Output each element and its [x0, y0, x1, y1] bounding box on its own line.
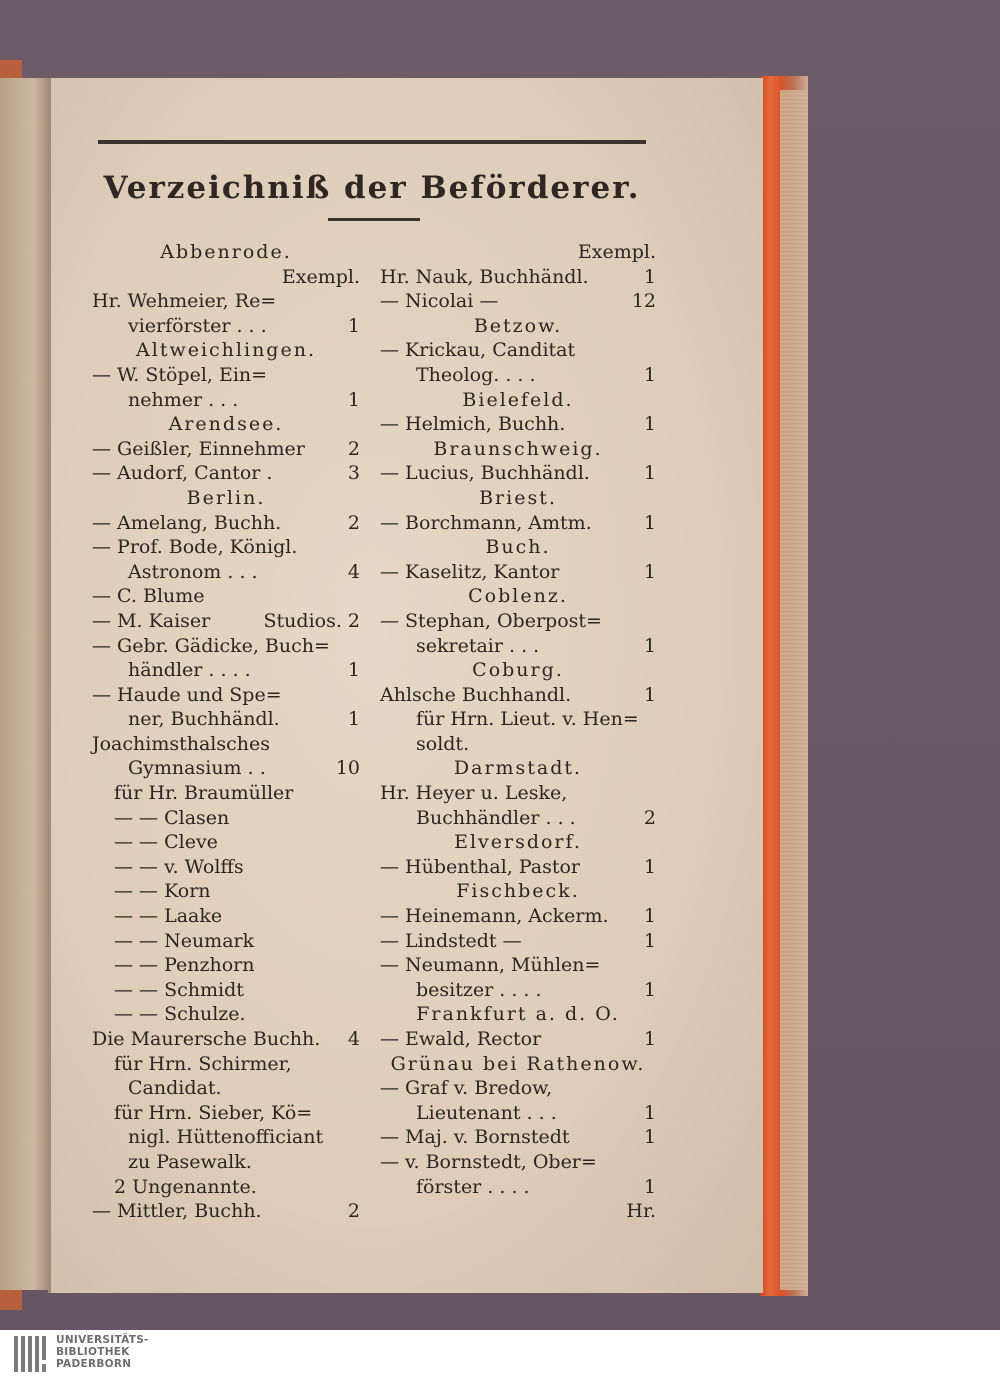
- page-title: Verzeichniß der Beförderer.: [103, 170, 641, 206]
- list-item: [380, 756, 656, 781]
- list-item: [380, 732, 656, 757]
- list-item: [92, 1002, 360, 1027]
- entry-text: händler . . . .: [128, 659, 251, 682]
- list-item: [92, 560, 360, 585]
- list-item: [92, 338, 360, 363]
- entry-text: sekretair . . .: [416, 634, 540, 657]
- list-item: [92, 634, 360, 659]
- copies-count: 2: [643, 806, 656, 829]
- list-item: [380, 1101, 656, 1126]
- copies-count: Exempl.: [281, 265, 360, 288]
- library-name-line-2: BIBLIOTHEK: [56, 1346, 130, 1358]
- entry-text: — Hübenthal, Pastor: [380, 855, 581, 878]
- entry-text: — — Cleve: [114, 831, 218, 854]
- list-item: [92, 1125, 360, 1150]
- entry-text: Astronom . . .: [128, 560, 258, 583]
- list-item: [380, 584, 656, 609]
- list-item: [380, 830, 656, 855]
- entry-text: Grünau bei Rathenow.: [390, 1052, 646, 1075]
- copies-count: 1: [643, 1175, 656, 1198]
- list-item: [380, 511, 656, 536]
- library-logo-icon: [12, 1334, 48, 1380]
- list-item: [380, 1125, 656, 1150]
- list-item: [92, 1150, 360, 1175]
- footer-bar: [0, 1330, 1000, 1382]
- list-item: [92, 388, 360, 413]
- copies-count: 1: [643, 363, 656, 386]
- entry-text: — — v. Wolffs: [114, 855, 244, 878]
- left-column: [92, 240, 360, 1224]
- entry-text: Gymnasium . .: [128, 757, 266, 780]
- library-name: [56, 1334, 149, 1370]
- list-item: [92, 879, 360, 904]
- entry-text: — Audorf, Cantor .: [92, 462, 273, 485]
- entry-text: — Lucius, Buchhändl.: [380, 462, 590, 485]
- copies-count: 12: [631, 290, 656, 313]
- entry-text: Arendsee.: [168, 413, 284, 436]
- list-item: [380, 265, 656, 290]
- list-item: [380, 978, 656, 1003]
- list-item: [92, 1199, 360, 1224]
- entry-text: für Hr. Braumüller: [114, 782, 294, 805]
- list-item: [92, 1101, 360, 1126]
- entry-text: — Heinemann, Ackerm.: [380, 905, 609, 928]
- entry-text: — — Neumark: [114, 929, 255, 952]
- list-item: [92, 683, 360, 708]
- copies-count: 10: [335, 757, 360, 780]
- list-item: [380, 1076, 656, 1101]
- entry-text: — — Penzhorn: [114, 954, 255, 977]
- entry-text: Die Maurersche Buchh.: [92, 1028, 321, 1050]
- copies-count: 1: [643, 978, 656, 1001]
- entry-text: Hr. Nauk, Buchhändl.: [380, 265, 589, 288]
- list-item: [92, 314, 360, 339]
- list-item: [380, 806, 656, 831]
- copies-count: 4: [347, 1028, 360, 1050]
- list-item: [380, 338, 656, 363]
- entry-text: Hr. Wehmeier, Re=: [92, 290, 277, 313]
- entry-text: — — Laake: [114, 905, 223, 928]
- entry-text: — — Schmidt: [114, 978, 244, 1001]
- list-item: [380, 707, 656, 732]
- entry-text: Darmstadt.: [453, 757, 583, 780]
- list-item: [92, 781, 360, 806]
- list-item: [92, 486, 360, 511]
- list-item: [92, 1076, 360, 1101]
- entry-text: — Amelang, Buchh.: [92, 511, 282, 534]
- entry-text: förster . . . .: [416, 1175, 530, 1198]
- list-item: [380, 658, 656, 683]
- entry-text: — Helmich, Buchh.: [380, 413, 566, 436]
- entry-text: — Stephan, Oberpost=: [380, 609, 602, 632]
- entry-text: soldt.: [416, 732, 470, 755]
- list-item: [92, 658, 360, 683]
- entry-text: — Nicolai —: [380, 290, 499, 313]
- list-item: [380, 609, 656, 634]
- entry-text: — Neumann, Mühlen=: [380, 954, 601, 977]
- entry-text: Elversdorf.: [454, 831, 582, 854]
- list-item: [92, 437, 360, 462]
- entry-text: — Ewald, Rector: [380, 1028, 542, 1050]
- copies-count: 3: [347, 462, 360, 485]
- list-item: [92, 953, 360, 978]
- copies-count: 1: [643, 929, 656, 952]
- copies-count: 1: [643, 462, 656, 485]
- entry-text: — Kaselitz, Kantor: [380, 560, 560, 583]
- copies-count: 1: [643, 1126, 656, 1149]
- copies-count: 1: [643, 265, 656, 288]
- library-name-line-3: PADERBORN: [56, 1358, 132, 1370]
- entry-text: ner, Buchhändl.: [128, 708, 280, 731]
- list-item: [380, 1027, 656, 1052]
- entry-text: — Maj. v. Bornstedt: [380, 1126, 570, 1149]
- list-item: [92, 1175, 360, 1200]
- list-item: [92, 756, 360, 781]
- top-rule: [98, 140, 646, 144]
- list-item: [92, 806, 360, 831]
- list-item: [380, 486, 656, 511]
- list-item: [92, 535, 360, 560]
- entry-text: für Hrn. Schirmer,: [114, 1052, 292, 1075]
- list-item: [92, 265, 360, 290]
- list-item: [92, 978, 360, 1003]
- entry-text: Coblenz.: [468, 585, 568, 608]
- copies-count: 4: [347, 560, 360, 583]
- entry-text: besitzer . . . .: [416, 978, 542, 1001]
- entry-text: — — Schulze.: [114, 1003, 246, 1026]
- entry-text: Candidat.: [128, 1077, 222, 1100]
- entry-text: — Haude und Spe=: [92, 683, 282, 706]
- entry-text: — v. Bornstedt, Ober=: [380, 1150, 597, 1173]
- list-item: [380, 879, 656, 904]
- list-item: [92, 461, 360, 486]
- list-item: [92, 412, 360, 437]
- copies-count: 1: [643, 634, 656, 657]
- list-item: [380, 289, 656, 314]
- copies-count: 2: [347, 511, 360, 534]
- list-item: [92, 1052, 360, 1077]
- list-item: [92, 584, 360, 609]
- list-item: [380, 412, 656, 437]
- copies-count: 1: [643, 1101, 656, 1124]
- list-item: [92, 240, 360, 265]
- list-item: [92, 1027, 360, 1052]
- entry-text: Coburg.: [472, 659, 564, 682]
- list-item: [380, 634, 656, 659]
- copies-count: 1: [643, 511, 656, 534]
- title-underline: [328, 218, 420, 221]
- entry-text: Frankfurt a. d. O.: [416, 1003, 620, 1026]
- list-item: [380, 560, 656, 585]
- entry-text: — Mittler, Buchh.: [92, 1200, 262, 1223]
- list-item: [92, 732, 360, 757]
- entry-text: — Lindstedt —: [380, 929, 522, 952]
- page-edge-leaves: [780, 90, 808, 1290]
- list-item: [92, 929, 360, 954]
- copies-count: 1: [347, 659, 360, 682]
- list-item: [380, 240, 656, 265]
- entry-text: — Krickau, Canditat: [380, 339, 576, 362]
- copies-count: Exempl.: [577, 241, 656, 263]
- entry-text: Briest.: [479, 486, 557, 509]
- entry-text: Braunschweig.: [433, 437, 603, 460]
- list-item: [380, 904, 656, 929]
- list-item: [380, 953, 656, 978]
- entry-text: — M. Kaiser: [92, 609, 211, 632]
- list-item: [380, 1002, 656, 1027]
- copies-count: 1: [643, 560, 656, 583]
- list-item: [380, 388, 656, 413]
- entry-text: für Hrn. Sieber, Kö=: [114, 1101, 313, 1124]
- list-item: [92, 855, 360, 880]
- list-item: [92, 289, 360, 314]
- copies-count: 1: [643, 413, 656, 436]
- entry-text: Lieutenant . . .: [416, 1101, 557, 1124]
- entry-text: Hr. Heyer u. Leske,: [380, 782, 568, 805]
- entry-text: — C. Blume: [92, 585, 205, 608]
- entry-text: nigl. Hüttenofficiant: [128, 1126, 324, 1149]
- entry-text: — — Korn: [114, 880, 211, 903]
- entry-text: Berlin.: [186, 486, 266, 509]
- entry-text: Theolog. . . .: [416, 363, 536, 386]
- entry-text: — Borchmann, Amtm.: [380, 511, 592, 534]
- right-column: [380, 240, 656, 1224]
- copies-count: 1: [347, 388, 360, 411]
- list-item: [380, 363, 656, 388]
- copies-count: 1: [643, 1028, 656, 1050]
- entry-text: Altweichlingen.: [136, 339, 316, 362]
- copies-count: 1: [643, 905, 656, 928]
- list-item: [92, 511, 360, 536]
- entry-text: — Graf v. Bredow,: [380, 1077, 553, 1100]
- list-item: [380, 683, 656, 708]
- list-item: [92, 363, 360, 388]
- list-item: [92, 609, 360, 634]
- list-item: [380, 461, 656, 486]
- copies-count: Hr.: [626, 1200, 656, 1223]
- entry-text: Ahlsche Buchhandl.: [380, 683, 572, 706]
- copies-count: 1: [347, 314, 360, 337]
- copies-count: 1: [347, 708, 360, 731]
- entry-text: — Prof. Bode, Königl.: [92, 536, 298, 559]
- entry-text: 2 Ungenannte.: [114, 1175, 257, 1198]
- entry-text: Buchhändler . . .: [416, 806, 576, 829]
- entry-text: — W. Stöpel, Ein=: [92, 363, 268, 386]
- entry-text: vierförster . . .: [128, 314, 267, 337]
- entry-text: Bielefeld.: [462, 388, 574, 411]
- copies-count: 2: [347, 1200, 360, 1223]
- list-item: [380, 1052, 656, 1077]
- entry-text: zu Pasewalk.: [128, 1150, 252, 1173]
- entry-text: Fischbeck.: [456, 880, 580, 903]
- list-item: [92, 707, 360, 732]
- copies-count: 1: [643, 855, 656, 878]
- library-name-line-1: UNIVERSITÄTS-: [56, 1334, 149, 1346]
- copies-count: 1: [643, 683, 656, 706]
- entry-text: Joachimsthalsches: [92, 732, 271, 755]
- copies-count: Studios. 2: [263, 609, 360, 632]
- list-item: [380, 535, 656, 560]
- entry-text: — — Clasen: [114, 806, 230, 829]
- list-item: [380, 855, 656, 880]
- list-item: [92, 904, 360, 929]
- entry-text: nehmer . . .: [128, 388, 239, 411]
- list-item: [92, 830, 360, 855]
- facing-page-edge: [0, 78, 50, 1290]
- list-item: [380, 929, 656, 954]
- list-item: [380, 781, 656, 806]
- list-item: [380, 1175, 656, 1200]
- entry-text: Abbenrode.: [160, 241, 292, 263]
- copies-count: 2: [347, 437, 360, 460]
- list-item: [380, 314, 656, 339]
- list-item: [380, 1199, 656, 1224]
- list-item: [380, 437, 656, 462]
- entry-text: für Hrn. Lieut. v. Hen=: [416, 708, 639, 731]
- entry-text: Betzow.: [473, 314, 563, 337]
- entry-text: — Geißler, Einnehmer: [92, 437, 305, 460]
- entry-text: — Gebr. Gädicke, Buch=: [92, 634, 330, 657]
- entry-text: Buch.: [485, 536, 551, 559]
- list-item: [380, 1150, 656, 1175]
